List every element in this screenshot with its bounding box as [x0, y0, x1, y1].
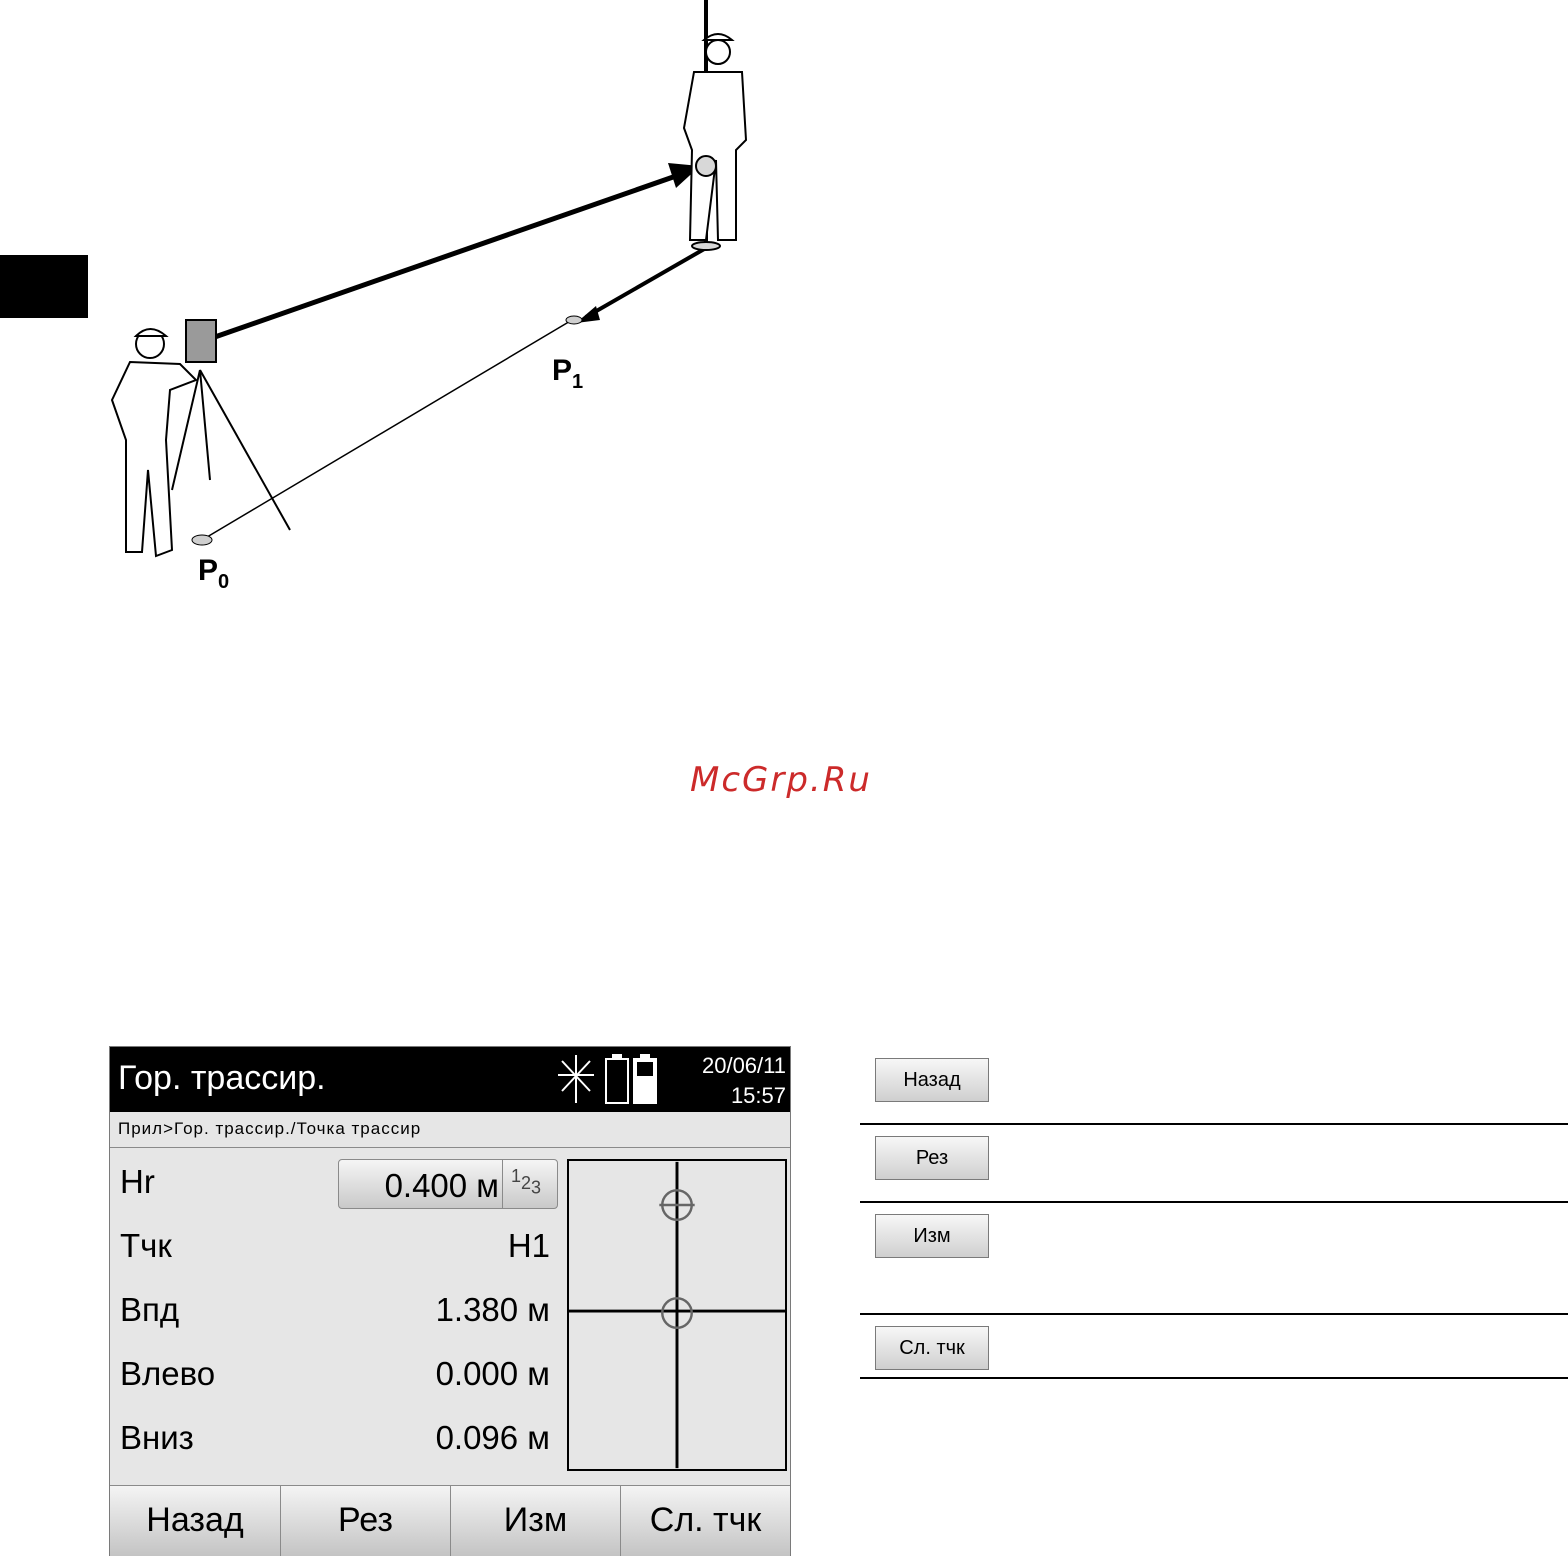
legend-next-point-button[interactable]: Сл. тчк	[875, 1326, 989, 1370]
legend-row-measure	[860, 1214, 1568, 1314]
point-p1-label: $P_1$	[552, 354, 584, 393]
legend-divider	[860, 1123, 1568, 1125]
row-label-down: Вниз	[120, 1419, 194, 1456]
row-value-forward: 1.380 м	[435, 1291, 550, 1328]
screen-datetime	[702, 1051, 786, 1111]
row-label-left: Влево	[120, 1355, 216, 1392]
numeric-mode-icon[interactable]	[502, 1160, 557, 1208]
laser-icon	[558, 1055, 594, 1103]
legend-divider	[860, 1313, 1568, 1315]
hr-input-value: 0.400 м	[384, 1167, 499, 1204]
legend-row-back	[860, 1058, 1568, 1124]
point-p1-marker	[566, 316, 582, 324]
breadcrumb	[110, 1112, 790, 1148]
measure-softkey[interactable]: Изм	[451, 1486, 621, 1556]
row-label-point: Тчк	[120, 1227, 172, 1264]
legend-row-result	[860, 1136, 1568, 1202]
target-graphic	[567, 1159, 787, 1471]
legend-measure-button[interactable]: Изм	[875, 1214, 989, 1258]
point-p0-marker	[192, 535, 212, 545]
row-value-left: 0.000 м	[435, 1355, 550, 1392]
screen-time: 15:57	[730, 1083, 786, 1108]
survey-illustration	[0, 0, 800, 620]
offset-arrow	[586, 248, 706, 317]
legend-result-button[interactable]: Рез	[875, 1136, 989, 1180]
status-icons	[554, 1051, 664, 1107]
breadcrumb-text: Прил>Гор. трассир./Точка трассир	[118, 1119, 422, 1138]
screen-date: 20/06/11	[701, 1053, 786, 1078]
legend-divider	[860, 1201, 1568, 1203]
numeric-mode-text: 123	[511, 1166, 542, 1198]
row-label-forward: Впд	[120, 1291, 180, 1328]
screen-title: Гор. трассир.	[118, 1059, 326, 1097]
battery-icon	[606, 1054, 656, 1103]
hr-input[interactable]	[338, 1159, 558, 1209]
softkey-bar	[110, 1485, 790, 1556]
rodman-figure	[684, 0, 746, 250]
back-softkey[interactable]: Назад	[110, 1486, 281, 1556]
ground-line	[202, 320, 572, 540]
surveyor-figure	[112, 320, 290, 556]
point-p0-label: $P_0$	[198, 554, 230, 593]
measurement-arrow	[212, 176, 676, 338]
result-softkey[interactable]: Рез	[281, 1486, 451, 1556]
watermark: McGrp.Ru	[690, 760, 872, 800]
legend-back-button[interactable]: Назад	[875, 1058, 989, 1102]
legend-divider	[860, 1377, 1568, 1379]
row-value-down: 0.096 м	[435, 1419, 550, 1456]
row-value-point: H1	[507, 1227, 550, 1264]
screen-header	[110, 1047, 790, 1112]
device-screen	[109, 1046, 791, 1556]
hr-label: Hr	[120, 1163, 155, 1200]
legend-row-next	[860, 1326, 1568, 1378]
next-point-softkey[interactable]: Сл. тчк	[621, 1486, 790, 1556]
